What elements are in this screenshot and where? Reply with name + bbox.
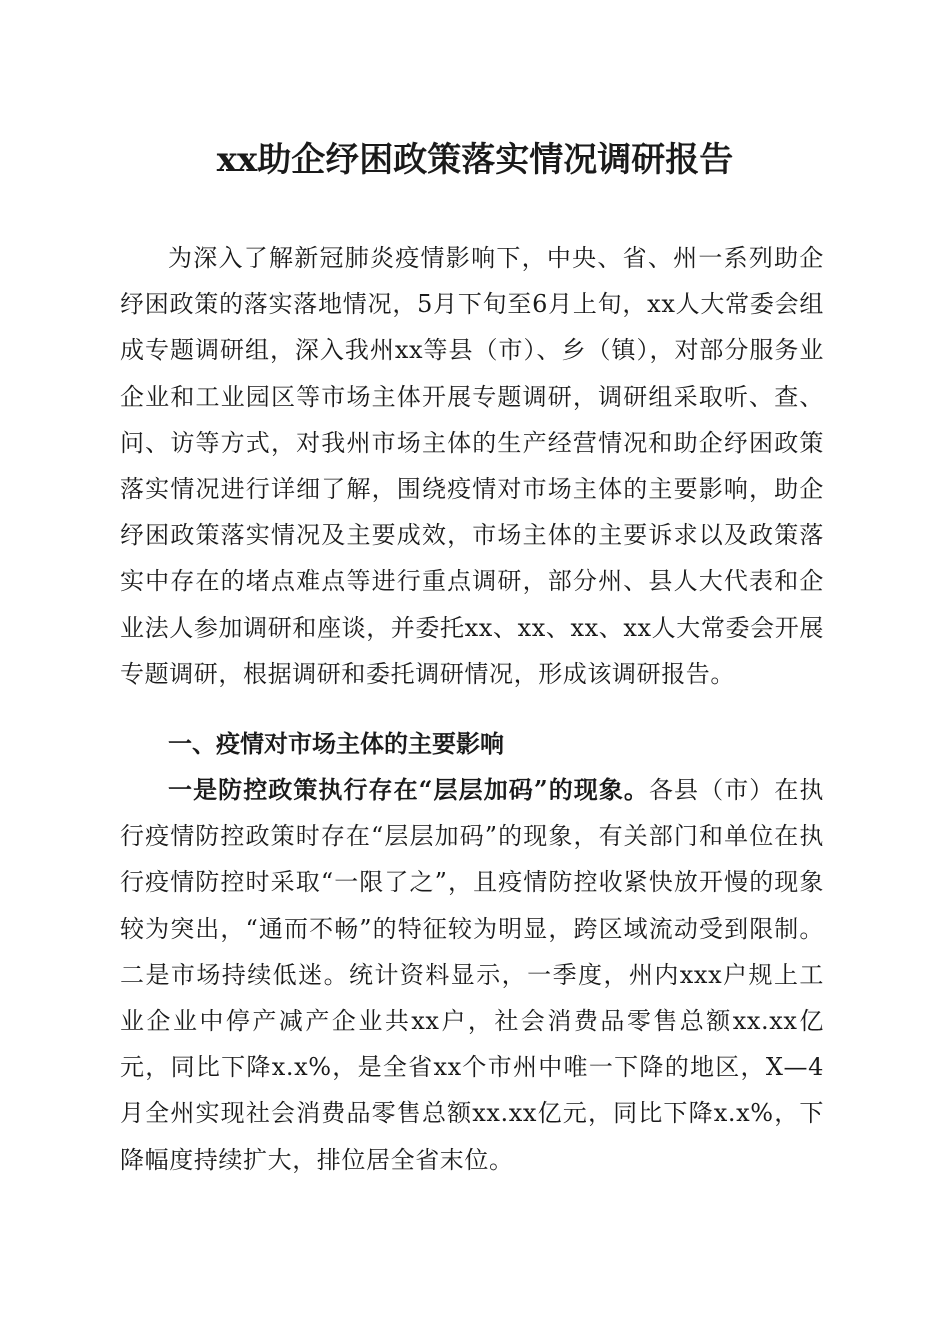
section-paragraph: [120, 767, 824, 1183]
paragraph-lead-sentence: 一是防控政策执行存在“层层加码”的现象。: [168, 775, 649, 804]
section-heading: 一、疫情对市场主体的主要影响: [168, 730, 504, 758]
intro-paragraph: 为深入了解新冠肺炎疫情影响下，中央、省、州一系列助企纾困政策的落实落地情况，5月下旬至6月上旬，xx人大常委会组成专题调研组，深入我州xx等县（市）、乡（镇），对部分服务业企业和工业园区等市场主体开展专题调研，调研组采取听、查、问、访等方式，对我州市场主体的生产经营情况和助企纾困政策落实情况进行详细了解，围绕疫情对市场主体的主要影响，助企纾困政策落实情况及主要成效，市场主体的主要诉求以及政策落实中存在的堵点难点等进行重点调研，部分州、县人大代表和企业法人参加调研和座谈，并委托xx、xx、xx、xx人大常委会开展专题调研，根据调研和委托调研情况，形成该调研报告。: [120, 244, 824, 688]
document-title: xx助企纾困政策落实情况调研报告: [216, 140, 734, 180]
paragraph-body: 各县（市）在执行疫情防控政策时存在“层层加码”的现象，有关部门和单位在执行疫情防控时采取“一限了之”，且疫情防控收紧快放开慢的现象较为突出，“通而不畅”的特征较为明显，跨区域流动受到限制。二是市场持续低迷。统计资料显示，一季度，州内xxx户规上工业企业中停产减产企业共xx户，社会消费品零售总额xx.xx亿元，同比下降x.x%，是全省xx个市州中唯一下降的地区，X—4月全州实现社会消费品零售总额xx.xx亿元，同比下降x.x%，下降幅度持续扩大，排位居全省末位。: [120, 776, 824, 1174]
